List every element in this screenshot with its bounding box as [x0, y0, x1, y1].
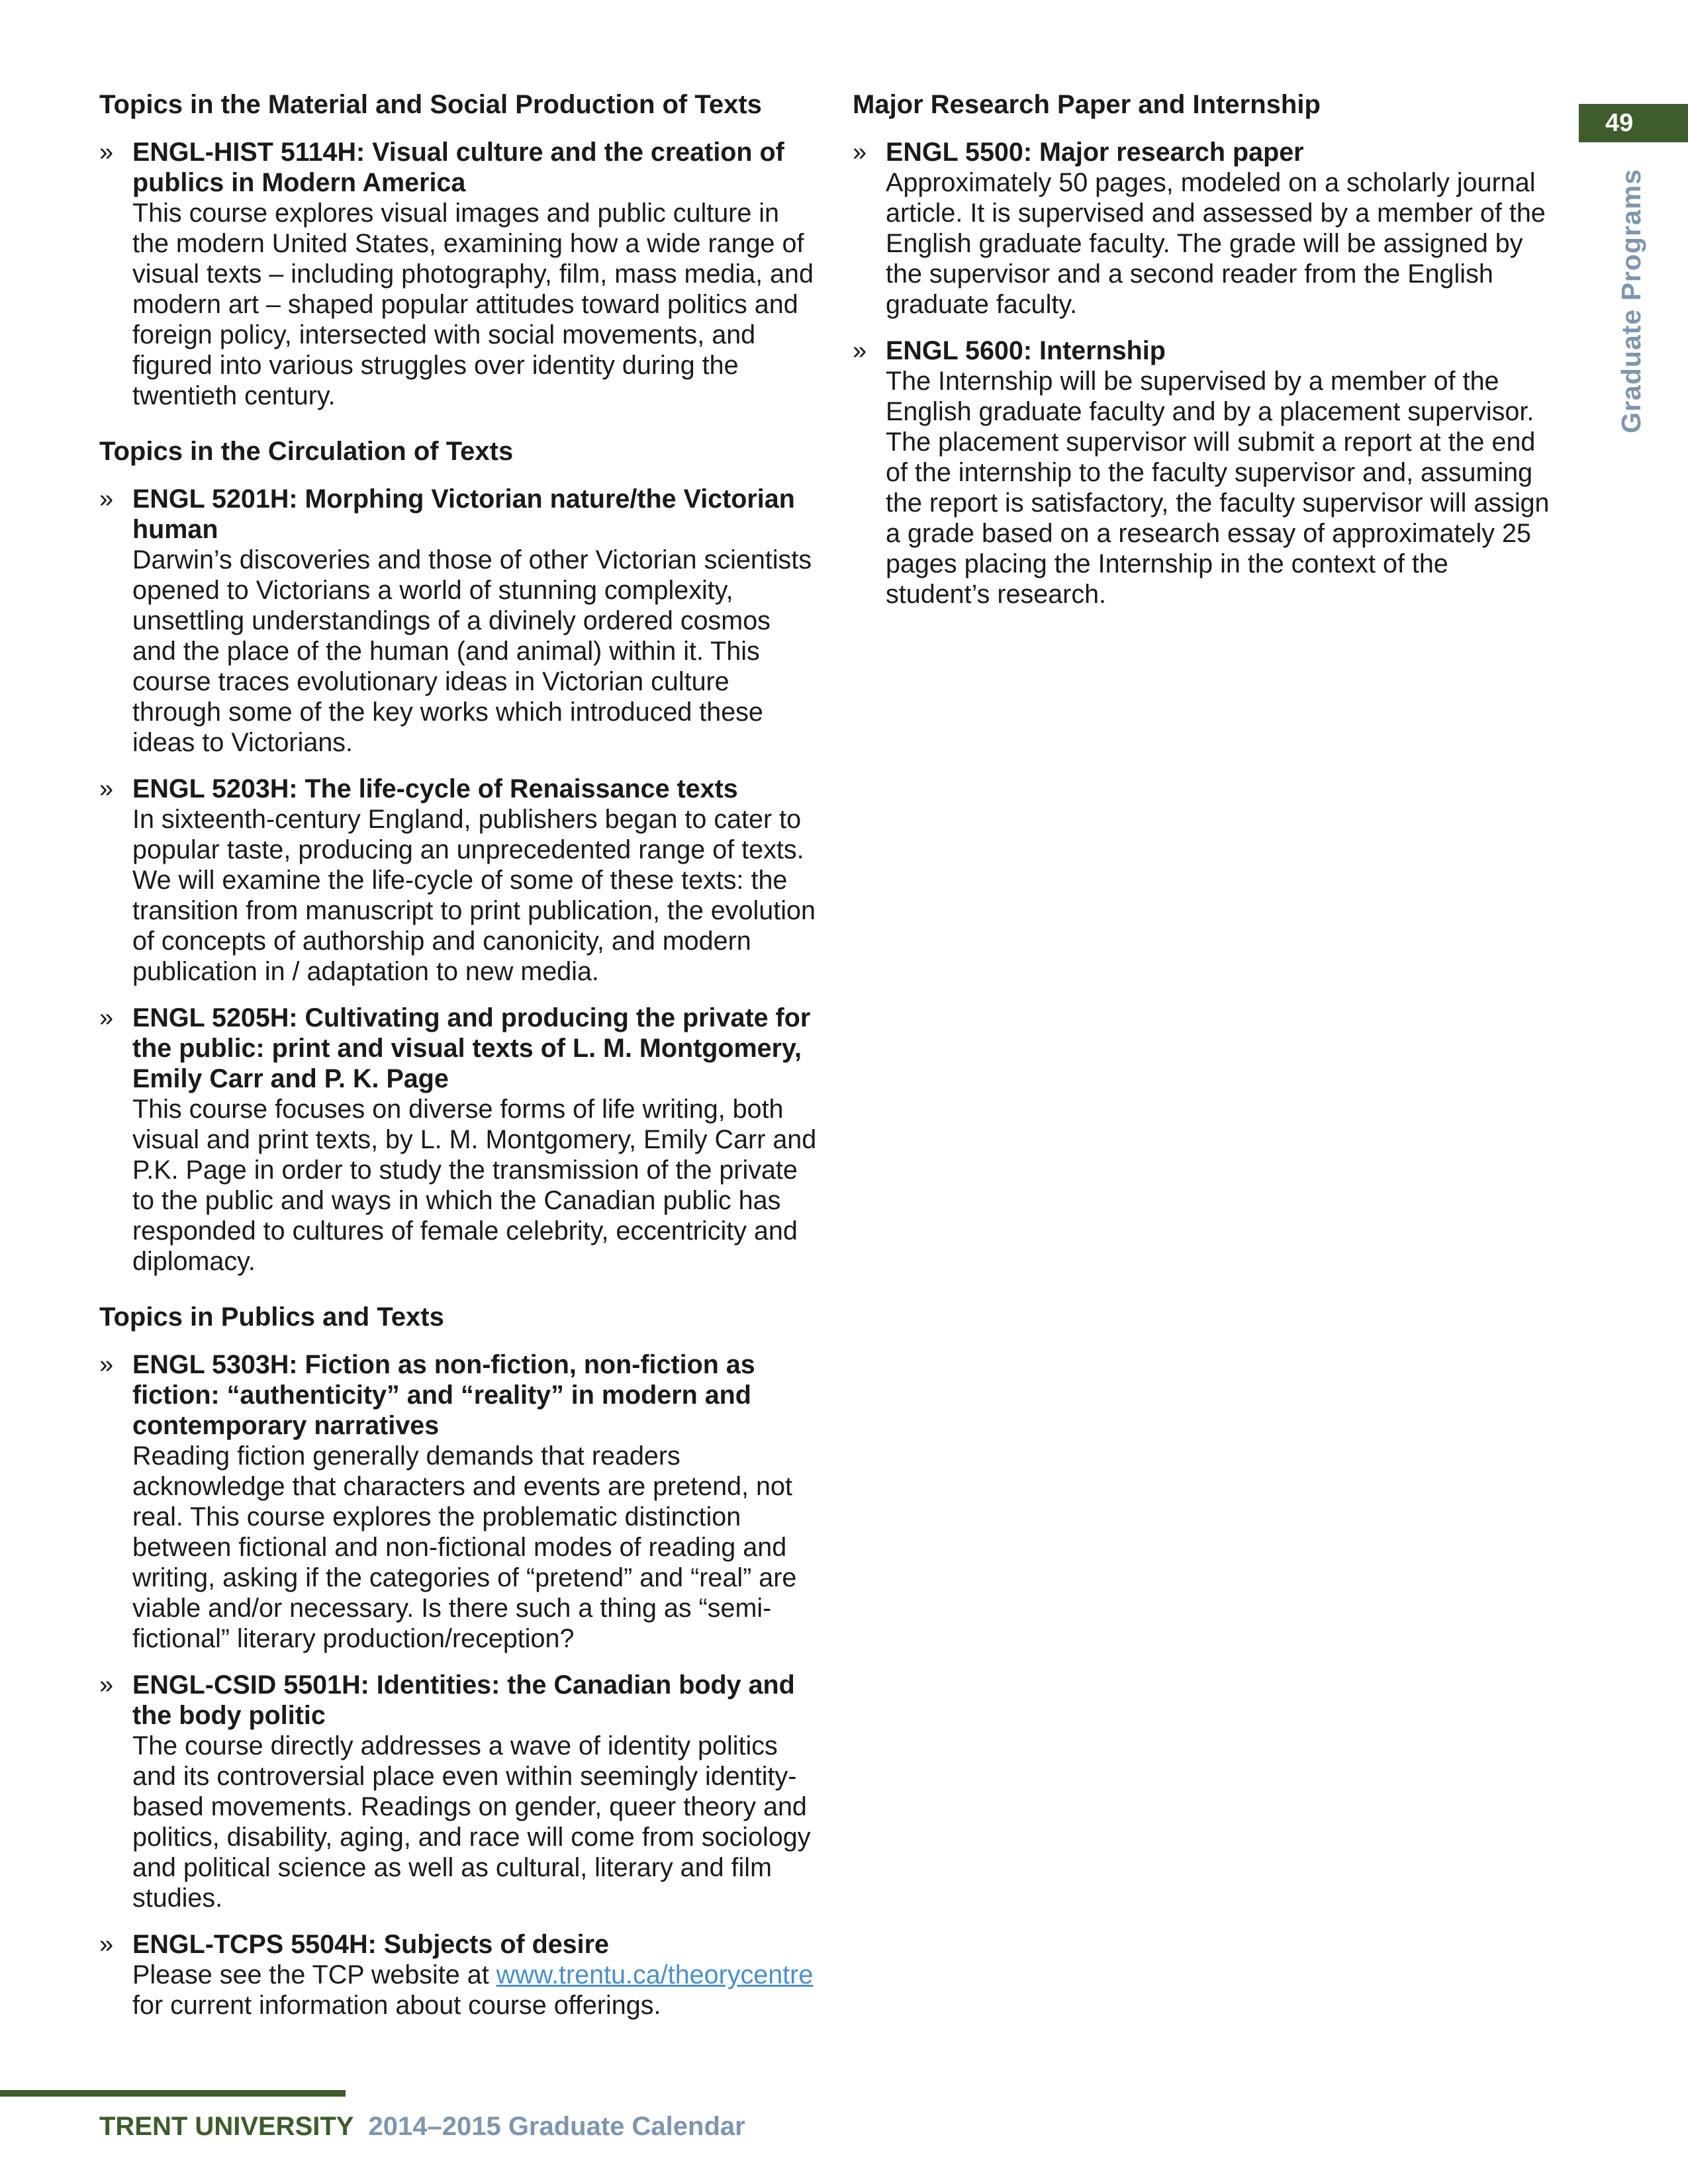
course-item: [99, 1929, 821, 2021]
course-description-text: for current information about course offerings.: [132, 1991, 661, 2020]
course-item: [99, 774, 821, 987]
footer: [99, 2110, 745, 2143]
course-item: [853, 137, 1554, 320]
course-title: ENGL-HIST 5114H: Visual culture and the creation of publics in Modern America: [132, 138, 784, 197]
bullet-glyph: »: [853, 337, 867, 365]
course-item: [99, 137, 821, 411]
course-title: ENGL 5500: Major research paper: [886, 138, 1304, 167]
section-heading-research: Major Research Paper and Internship: [853, 90, 1321, 119]
bullet-glyph: »: [853, 138, 867, 166]
course-description: Approximately 50 pages, modeled on a scholarly journal article. It is supervised and assessed by a member of the English graduate faculty. The grade will be assigned by the supervisor and a second reader from the English graduate faculty.: [886, 168, 1546, 319]
section-side-label: Graduate Programs: [1616, 169, 1646, 433]
course-title: ENGL 5205H: Cultivating and producing the private for the public: print and visual texts of L. M. Montgomery, Emily Carr and P. K. Page: [132, 1003, 811, 1093]
course-description: [132, 1960, 821, 2021]
bullet-glyph: »: [99, 1004, 114, 1032]
footer-university: TRENT UNIVERSITY: [99, 2112, 354, 2141]
course-title: ENGL 5201H: Morphing Victorian nature/the Victorian human: [132, 484, 795, 544]
course-description: This course focuses on diverse forms of life writing, both visual and print texts, by L. M. Montgomery, Emily Carr and P.K. Page in order to study the transmission of the private to the public and ways in which the Canadian public has responded to cultures of female celebrity, eccentricity and diplomacy.: [132, 1095, 817, 1276]
tcp-website-link[interactable]: www.trentu.ca/theorycentre: [496, 1960, 814, 1989]
course-title: ENGL-TCPS 5504H: Subjects of desire: [132, 1930, 609, 1959]
course-item: [853, 336, 1554, 610]
course-description: The Internship will be supervised by a member of the English graduate faculty and by a placement supervisor. The placement supervisor will submit a report at the end of the internship to the faculty supervisor and, assuming the report is satisfactory, the faculty supervisor will assign a grade based on a research essay of approximately 25 pages placing the Internship in the context of the student’s research.: [886, 367, 1550, 609]
course-title: ENGL 5600: Internship: [886, 336, 1166, 365]
course-title: ENGL 5203H: The life-cycle of Renaissance texts: [132, 774, 738, 803]
course-title: ENGL 5303H: Fiction as non-fiction, non-fiction as fiction: “authenticity” and “reality” in modern and contemporary narratives: [132, 1350, 755, 1440]
course-item: [99, 484, 821, 758]
course-list-circulation: [99, 484, 821, 1277]
section-heading-circulation: Topics in the Circulation of Texts: [99, 437, 514, 466]
course-list-research: [853, 137, 1554, 610]
bullet-glyph: »: [99, 1931, 114, 1958]
section-heading-material: Topics in the Material and Social Production of Texts: [99, 90, 762, 119]
course-description: The course directly addresses a wave of identity politics and its controversial place even within seemingly identity-based movements. Readings on gender, queer theory and politics, disability, aging, and race will come from sociology and political science as well as cultural, literary and film studies.: [132, 1731, 811, 1913]
course-description-text: Please see the TCP website at: [132, 1960, 496, 1989]
course-description: This course explores visual images and public culture in the modern United States, examining how a wide range of visual texts – including photography, film, mass media, and modern art – shaped popular attitudes toward politics and foreign policy, intersected with social movements, and figured into various struggles over identity during the twentieth century.: [132, 199, 814, 410]
course-list-publics: [99, 1349, 821, 2021]
right-column: [853, 89, 1554, 625]
bullet-glyph: »: [99, 1351, 114, 1379]
course-description: Reading fiction generally demands that readers acknowledge that characters and events are pretend, not real. This course explores the problematic distinction between fictional and non-fictional modes of reading and writing, asking if the categories of “pretend” and “real” are viable and/or necessary. Is there such a thing as “semi-fictional” literary production/reception?: [132, 1441, 797, 1653]
left-column: [99, 89, 821, 2036]
course-item: [99, 1670, 821, 1913]
course-description: Darwin’s discoveries and those of other Victorian scientists opened to Victorians a world of stunning complexity, unsettling understandings of a divinely ordered cosmos and the place of the human (and animal) within it. This course traces evolutionary ideas in Victorian culture through some of the key works which introduced these ideas to Victorians.: [132, 545, 812, 757]
course-item: [99, 1349, 821, 1654]
bullet-glyph: »: [99, 775, 114, 803]
course-list-material: [99, 137, 821, 411]
footer-rule: [0, 2090, 346, 2097]
bullet-glyph: »: [99, 138, 114, 166]
course-title: ENGL-CSID 5501H: Identities: the Canadian body and the body politic: [132, 1670, 795, 1730]
page-number: 49: [1579, 104, 1688, 142]
bullet-glyph: »: [99, 485, 114, 513]
bullet-glyph: »: [99, 1671, 114, 1699]
course-item: [99, 1003, 821, 1277]
footer-calendar: 2014–2015 Graduate Calendar: [368, 2112, 745, 2141]
section-heading-publics: Topics in Publics and Texts: [99, 1302, 444, 1332]
course-description: In sixteenth-century England, publishers began to cater to popular taste, producing an unprecedented range of texts. We will examine the life-cycle of some of these texts: the transition from manuscript to print publication, the evolution of concepts of authorship and canonicity, and modern publication in / adaptation to new media.: [132, 805, 816, 986]
